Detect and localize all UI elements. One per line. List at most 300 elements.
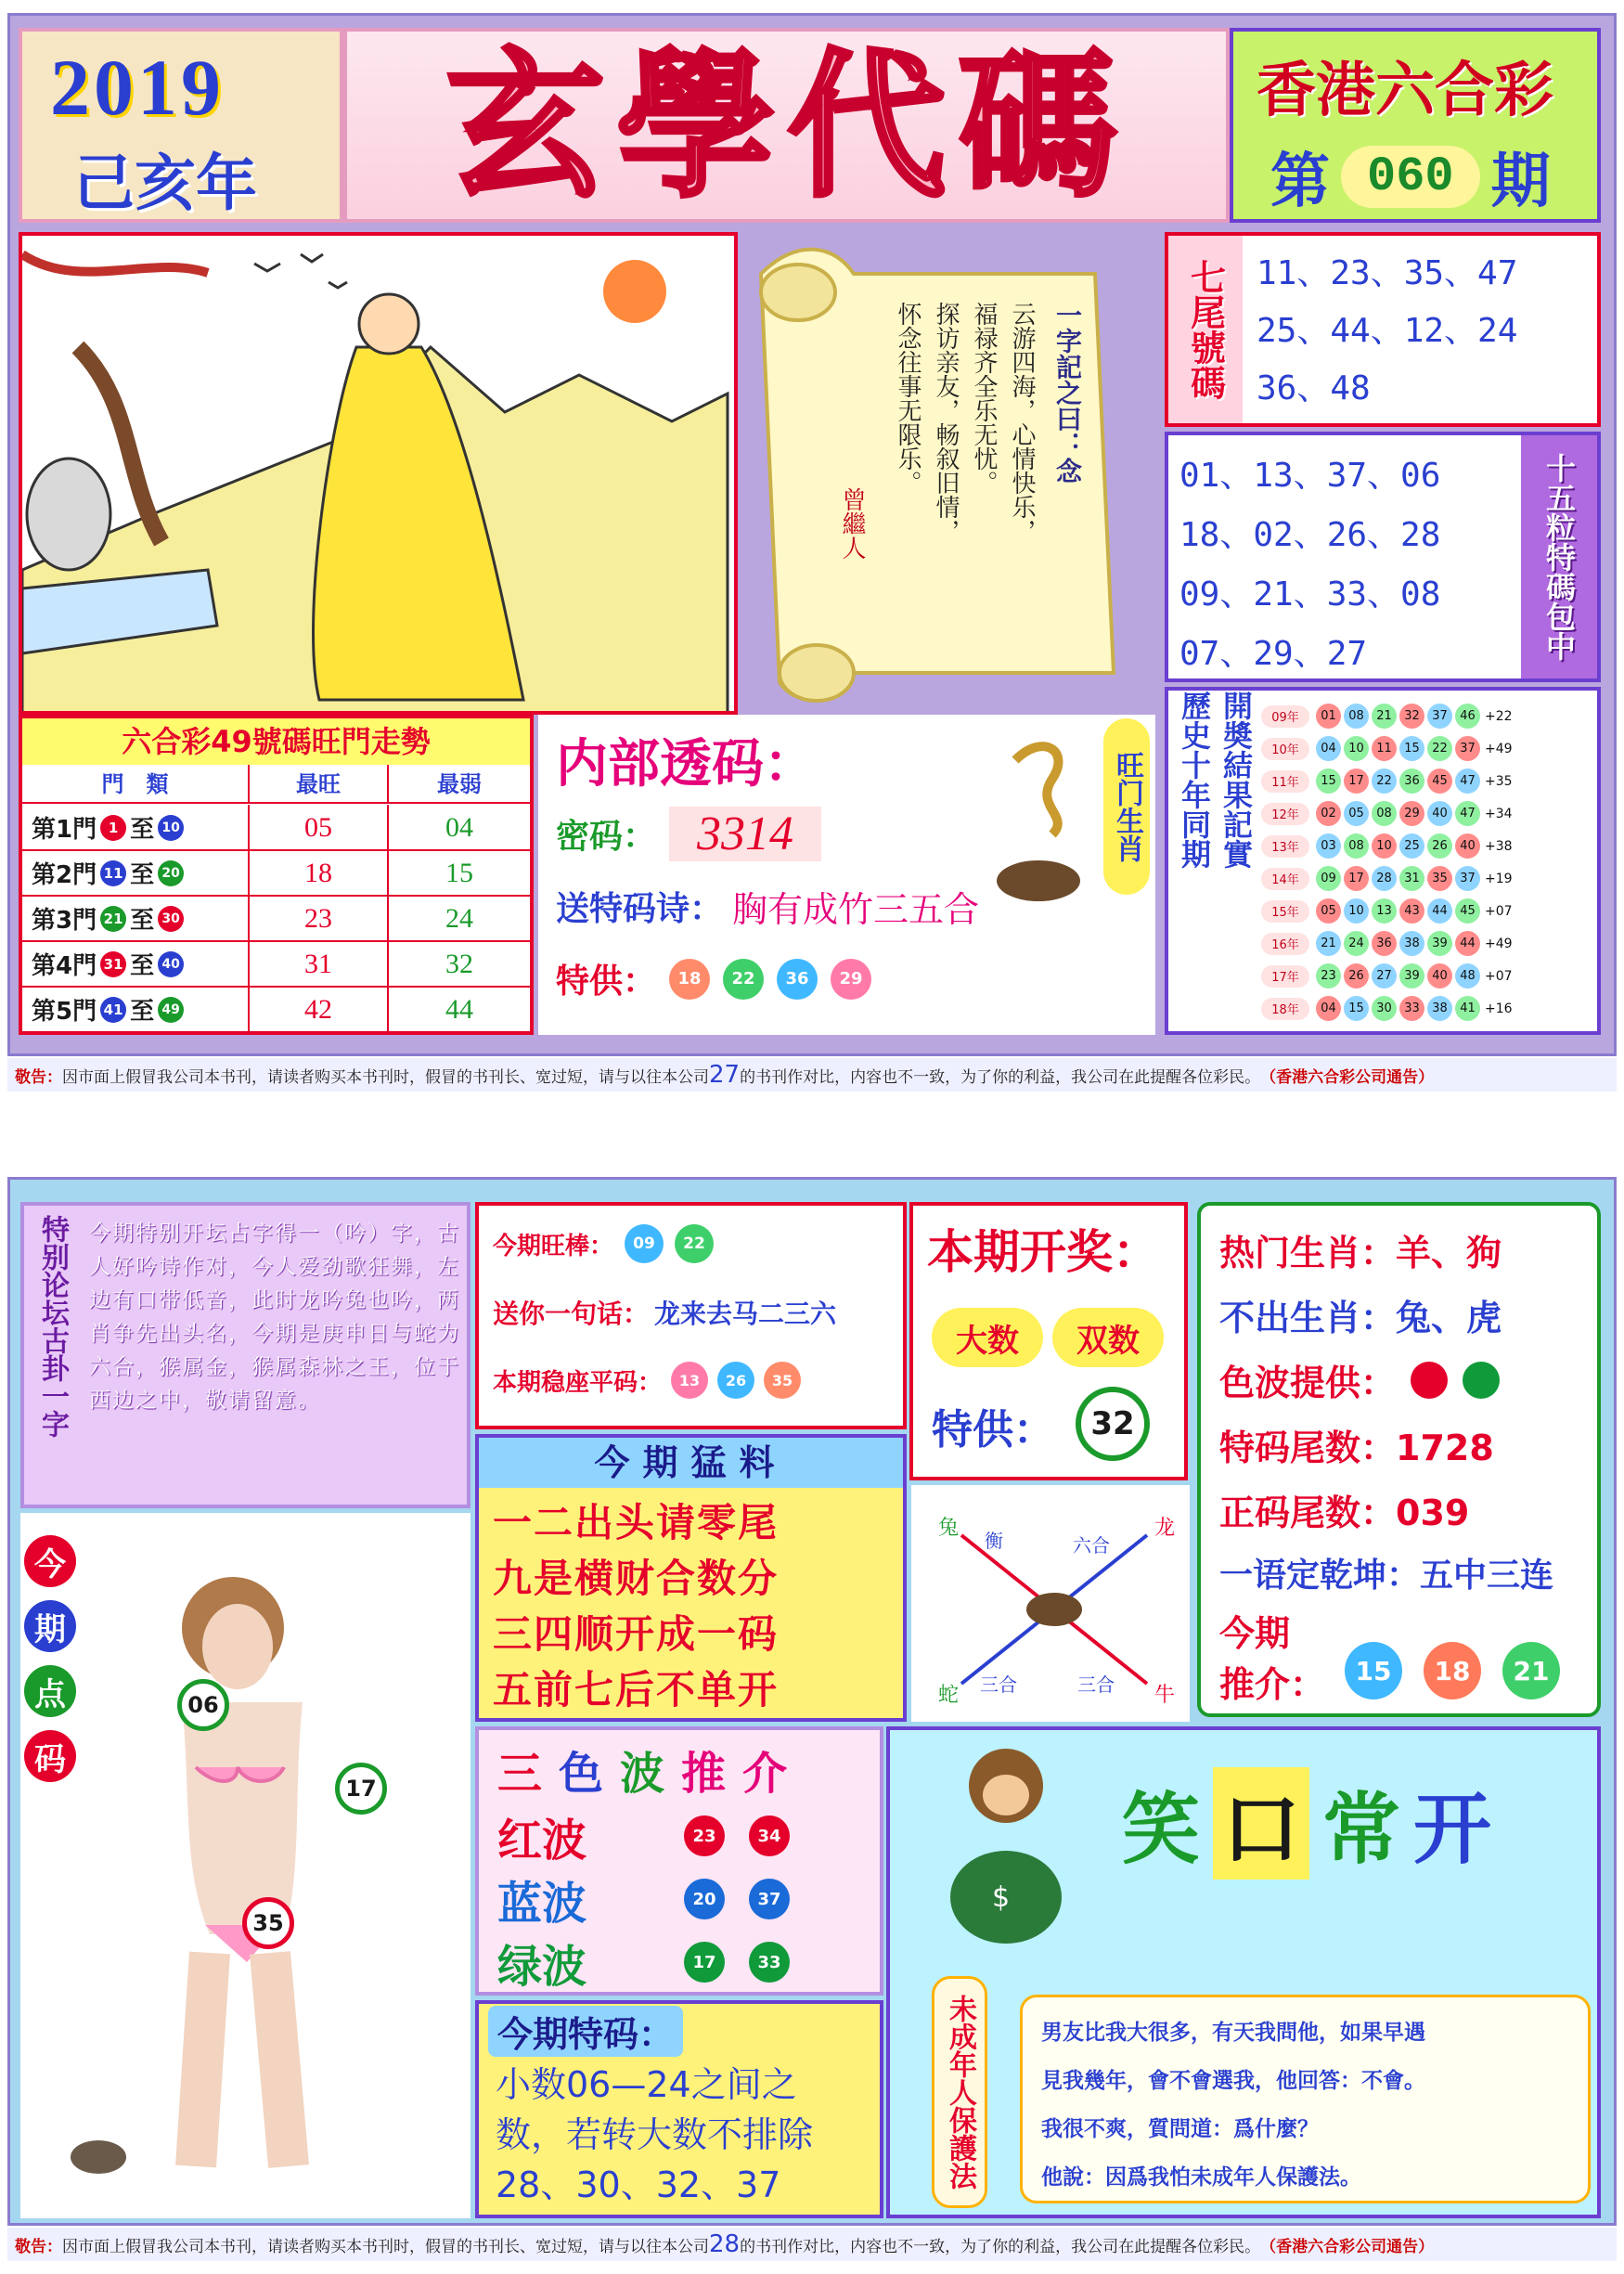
special-label: 特供： <box>556 963 657 1001</box>
trend-from-ball: 21 <box>100 906 126 932</box>
history-special: +34 <box>1485 806 1513 821</box>
notice-bar <box>7 1058 1617 1092</box>
joke-title-char: 常 <box>1322 1784 1401 1875</box>
trend-to-char: 至 <box>130 998 155 1026</box>
history-year: 18年 <box>1261 998 1309 1020</box>
dian-ball: 17 <box>335 1763 387 1815</box>
history-row <box>1261 797 1597 830</box>
rec-ball: 18 <box>1424 1642 1481 1699</box>
sanse-panel <box>475 1726 883 1996</box>
compass-label: 三合 <box>980 1673 1017 1696</box>
scroll-line: 福禄齐全乐无忧。 <box>970 302 998 495</box>
history-ball: 44 <box>1427 898 1452 924</box>
fifteen-line: 09、21、33、08 <box>1179 575 1441 614</box>
trend-title: 六合彩49號碼旺門走勢 <box>22 718 530 765</box>
history-ball: 39 <box>1427 931 1452 956</box>
fifteen-line: 18、02、26、28 <box>1179 516 1441 554</box>
illustration-panel <box>19 232 738 715</box>
history-ball: 45 <box>1455 898 1480 924</box>
notice-text: 因市面上假冒我公司本书刊，请读者购买本书刊时，假冒的书刊长、宽过短，请与以往本公司 <box>62 2237 709 2256</box>
history-year: 11年 <box>1261 770 1309 793</box>
joke-title-char: 开 <box>1413 1784 1492 1875</box>
wangmai-row2 <box>493 1294 836 1331</box>
trend-range <box>22 941 250 987</box>
history-year: 17年 <box>1261 965 1309 988</box>
trend-row-label: 第3門 <box>32 907 97 935</box>
menliao-line: 九是横财合数分 <box>493 1556 780 1601</box>
hot-line <box>1219 1549 1553 1596</box>
sanse-ball: 20 <box>684 1879 725 1919</box>
history-label2: 歷史十年同期 <box>1177 691 1212 869</box>
draw-panel <box>909 1202 1188 1480</box>
sanse-title-char: 色 <box>559 1748 604 1800</box>
trend-header-cell: 門 類 <box>22 765 250 802</box>
history-ball: 08 <box>1344 704 1369 729</box>
history-ball: 15 <box>1316 769 1341 794</box>
special-row <box>556 955 871 1002</box>
poem: 胸有成竹三五合 <box>732 889 980 930</box>
history-special: +49 <box>1485 936 1513 951</box>
history-ball: 28 <box>1372 866 1397 891</box>
tema-panel <box>475 2000 883 2218</box>
hot-line <box>1219 1224 1502 1275</box>
history-ball: 32 <box>1399 704 1424 729</box>
hot-label: 正码尾数： <box>1219 1492 1397 1533</box>
hot-value: 羊、狗 <box>1396 1233 1502 1273</box>
trend-to-ball: 10 <box>158 815 184 841</box>
history-ball: 03 <box>1316 833 1341 859</box>
seven-numbers <box>1257 245 1517 418</box>
sanse-rows <box>497 1804 869 1994</box>
scroll-panel <box>742 237 1165 715</box>
trend-row-label: 第2門 <box>32 861 97 889</box>
sanse-title-char: 介 <box>742 1748 788 1800</box>
hot-label: 不出生肖： <box>1219 1298 1397 1338</box>
draw-title: 本期开奖： <box>927 1225 1159 1279</box>
history-ball: 40 <box>1455 833 1480 859</box>
history-ball: 36 <box>1399 769 1424 794</box>
seven-label: 七尾號碼 <box>1168 236 1243 423</box>
history-ball: 47 <box>1455 801 1480 826</box>
trend-cold: 04 <box>445 811 473 843</box>
history-ball: 37 <box>1455 736 1480 761</box>
poem-row <box>556 881 979 932</box>
trend-range <box>22 987 250 1032</box>
big-badge: 大数 <box>932 1308 1043 1367</box>
trend-rows <box>22 806 530 1033</box>
scroll-line: 云游四海，心情快乐， <box>1008 302 1036 543</box>
compass-label: 兔 <box>938 1517 960 1540</box>
history-ball: 29 <box>1399 801 1424 826</box>
history-row <box>1261 862 1597 895</box>
compass-label: 衡 <box>985 1530 1003 1552</box>
history-special: +38 <box>1485 838 1513 854</box>
inner-title: 内部透码： <box>556 734 816 795</box>
trend-row-label: 第5門 <box>32 998 97 1026</box>
svg-text:$: $ <box>992 1881 1011 1914</box>
trend-row <box>22 988 530 1033</box>
joke-line: 他說：因爲我怕未成年人保護法。 <box>1041 2165 1361 2190</box>
issue-number: 060 <box>1341 146 1480 208</box>
compass-label: 牛 <box>1154 1684 1176 1707</box>
flat-ball: 26 <box>717 1362 754 1399</box>
history-row <box>1261 960 1597 992</box>
poem-label: 送特码诗： <box>556 890 724 928</box>
trend-range <box>22 850 250 896</box>
year-panel <box>19 28 343 223</box>
joke-panel <box>886 1726 1601 2218</box>
history-ball: 45 <box>1427 769 1452 794</box>
history-ball: 23 <box>1316 963 1341 988</box>
joke-line: 男友比我大很多，有天我問他，如果早遇 <box>1041 2021 1425 2045</box>
history-ball: 31 <box>1399 866 1424 891</box>
history-ball: 44 <box>1455 931 1480 956</box>
history-label1: 開奬結果記實 <box>1218 691 1254 869</box>
compass-label: 蛇 <box>938 1684 960 1707</box>
history-ball: 30 <box>1372 996 1397 1021</box>
draw-special-ball: 32 <box>1076 1387 1150 1461</box>
history-ball: 10 <box>1344 736 1369 761</box>
dian-char: 今 <box>24 1535 76 1587</box>
red-wave-dot <box>1411 1362 1448 1399</box>
history-row <box>1261 830 1597 862</box>
history-row <box>1261 765 1597 797</box>
sanse-row <box>497 1867 869 1931</box>
trend-hot: 31 <box>250 941 389 987</box>
history-row <box>1261 992 1597 1025</box>
wangmai-ball: 22 <box>675 1224 714 1263</box>
wangmai-ball: 09 <box>625 1224 664 1263</box>
notice-lead: 敬告： <box>15 1067 62 1087</box>
sanse-ball: 34 <box>749 1815 790 1856</box>
sanse-label: 蓝波 <box>497 1877 587 1930</box>
history-ball: 25 <box>1399 833 1424 859</box>
compass-label: 六合 <box>1073 1534 1110 1557</box>
scroll-seal: 曾繼人 <box>838 487 866 560</box>
tema-title: 今期特码： <box>488 2006 683 2057</box>
trend-from-ball: 11 <box>100 860 126 886</box>
fifteen-line: 07、29、27 <box>1179 635 1368 673</box>
sanse-label: 红波 <box>497 1814 587 1867</box>
compass-panel <box>911 1485 1190 1722</box>
flat-ball: 13 <box>671 1362 708 1399</box>
year: 2019 <box>50 43 225 132</box>
history-special: +07 <box>1485 968 1513 984</box>
scroll-line: 探访亲友，畅叙旧情， <box>932 302 960 543</box>
joke-title-char: 笑 <box>1122 1784 1201 1875</box>
history-year: 13年 <box>1261 835 1309 858</box>
history-row <box>1261 895 1597 927</box>
hot-value: 兔、虎 <box>1396 1298 1502 1338</box>
sanse-row <box>497 1804 869 1867</box>
even-badge: 双数 <box>1052 1308 1164 1367</box>
trend-hot: 42 <box>250 987 389 1032</box>
hot-label: 热门生肖： <box>1219 1233 1397 1273</box>
hot-label: 特码尾数： <box>1219 1428 1397 1468</box>
special-ball: 22 <box>723 959 764 1000</box>
fifteen-numbers <box>1179 446 1440 682</box>
history-special: +19 <box>1485 871 1513 886</box>
history-ball: 08 <box>1372 801 1397 826</box>
history-row <box>1261 700 1597 732</box>
notice-sign: （香港六合彩公司通告） <box>1260 2237 1435 2256</box>
history-ball: 10 <box>1344 898 1369 924</box>
trend-from-ball: 31 <box>100 951 126 977</box>
fifteen-label: 十五粒特碼包中 <box>1521 435 1597 678</box>
history-ball: 22 <box>1372 769 1397 794</box>
wangmai-phrase: 龙来去马二三六 <box>654 1299 837 1329</box>
sanse-title-char: 推 <box>681 1748 727 1800</box>
trend-cold: 44 <box>445 993 473 1025</box>
sanse-ball: 23 <box>684 1815 725 1856</box>
history-ball: 15 <box>1399 736 1424 761</box>
trend-row <box>22 897 530 942</box>
scroll-title: 一字記之曰：念 <box>1052 302 1083 484</box>
forum-side-label: 特别论坛古卦一字 <box>36 1215 69 1438</box>
green-wave-dot <box>1463 1362 1500 1399</box>
seven-line: 25、44、12、24 <box>1257 312 1518 350</box>
menliao-line: 五前七后不单开 <box>493 1667 780 1712</box>
compass-label: 三合 <box>1077 1673 1115 1696</box>
wangmai-row3 <box>493 1362 801 1399</box>
trend-to-ball: 40 <box>158 951 184 977</box>
dian-chars <box>24 1535 80 1782</box>
special-ball: 36 <box>777 959 818 1000</box>
history-ball: 13 <box>1372 898 1397 924</box>
issue-prefix: 第 <box>1270 148 1330 216</box>
history-special: +07 <box>1485 903 1513 919</box>
page-title: 玄學代碼 <box>445 33 1129 219</box>
trend-row <box>22 942 530 988</box>
history-ball: 15 <box>1344 996 1369 1021</box>
joke-side-label: 未成年人保護法 <box>932 1976 987 2208</box>
monkey-money-icon <box>936 1739 1076 1953</box>
history-rows <box>1261 700 1597 1025</box>
wangmai-panel <box>475 1202 907 1429</box>
history-ball: 37 <box>1455 866 1480 891</box>
history-ball: 04 <box>1316 996 1341 1021</box>
wangmai-label: 今期旺棒： <box>493 1232 614 1260</box>
password-label: 密码： <box>556 818 657 856</box>
fifteen-block <box>1165 432 1601 682</box>
trend-table <box>19 715 534 1035</box>
history-year: 16年 <box>1261 933 1309 955</box>
dian-panel <box>20 1513 470 2218</box>
notice-text: 的书刊作对比，内容也不一致，为了你的利益，我公司在此提醒各位彩民。 <box>740 2237 1261 2256</box>
menliao-line: 一二出头请零尾 <box>493 1500 780 1545</box>
inner-panel <box>538 715 1155 1035</box>
issue <box>1270 134 1551 219</box>
trend-hot: 18 <box>250 850 389 896</box>
history-ball: 04 <box>1316 736 1341 761</box>
history-year: 12年 <box>1261 803 1309 825</box>
hot-line <box>1219 1354 1500 1405</box>
history-ball: 01 <box>1316 704 1341 729</box>
model-photo <box>24 1517 470 2218</box>
lottery-name: 香港六合彩 <box>1257 57 1553 125</box>
history-ball: 17 <box>1344 769 1369 794</box>
dragon-pig-icon <box>987 723 1089 909</box>
dian-char: 码 <box>24 1730 76 1782</box>
history-ball: 08 <box>1344 833 1369 859</box>
history-row <box>1261 732 1597 765</box>
rec-ball: 21 <box>1502 1642 1560 1699</box>
sanse-ball: 17 <box>684 1942 725 1983</box>
history-row <box>1261 927 1597 960</box>
trend-cold: 15 <box>445 857 473 888</box>
rec-label: 今期 <box>1219 1613 1291 1654</box>
forum-panel <box>20 1202 470 1508</box>
hot-value: 五中三连 <box>1420 1557 1554 1595</box>
joke-title-char: 口 <box>1213 1767 1309 1880</box>
joke-line: 我很不爽，質問道：爲什麼？ <box>1041 2117 1319 2141</box>
trend-range <box>22 896 250 941</box>
sanse-title-char: 三 <box>497 1748 543 1800</box>
notice-lead: 敬告： <box>15 2237 62 2256</box>
history-ball: 05 <box>1344 801 1369 826</box>
trend-hot: 05 <box>250 805 389 850</box>
history-ball: 24 <box>1344 931 1369 956</box>
history-year: 14年 <box>1261 868 1309 890</box>
history-ball: 21 <box>1372 704 1397 729</box>
history-ball: 41 <box>1455 996 1480 1021</box>
trend-header-cell: 最旺 <box>250 765 389 802</box>
trend-to-ball: 30 <box>158 906 184 932</box>
trend-to-char: 至 <box>130 861 155 889</box>
sanse-ball: 37 <box>749 1879 790 1919</box>
trend-to-ball: 49 <box>158 997 184 1023</box>
joke-text <box>1020 1995 1591 2203</box>
trend-row-label: 第4門 <box>32 952 97 980</box>
scholar-illustration <box>22 236 738 715</box>
trend-to-char: 至 <box>130 952 155 980</box>
password: 3314 <box>669 807 821 861</box>
notice-bar <box>7 2228 1617 2261</box>
flat-ball: 35 <box>764 1362 801 1399</box>
hot-label: 色波提供： <box>1219 1363 1397 1403</box>
tema-text: 小数06—24之间之数，若转大数不排除28、30、32、37 <box>496 2064 814 2205</box>
history-ball: 36 <box>1372 931 1397 956</box>
scroll-line: 怀念往事无限乐。 <box>894 302 922 495</box>
menliao-panel <box>475 1434 907 1722</box>
history-special: +16 <box>1485 1001 1513 1016</box>
sanse-title <box>497 1738 787 1802</box>
hot-value: 039 <box>1396 1492 1470 1533</box>
hot-label: 一语定乾坤： <box>1219 1557 1421 1595</box>
seven-block <box>1165 232 1601 427</box>
hot-panel <box>1197 1202 1601 1717</box>
history-ball: 38 <box>1427 996 1452 1021</box>
trend-header <box>22 765 530 804</box>
dian-ball: 06 <box>177 1679 229 1731</box>
draw-special-label: 特供： <box>932 1406 1054 1454</box>
special-ball: 29 <box>831 959 871 1000</box>
notice-sign: （香港六合彩公司通告） <box>1260 1067 1435 1087</box>
history-ball: 05 <box>1316 898 1341 924</box>
seven-line: 36、48 <box>1257 369 1371 407</box>
trend-cold: 32 <box>445 948 473 979</box>
trend-range <box>22 805 250 850</box>
trend-cold: 24 <box>445 902 473 934</box>
history-ball: 48 <box>1455 963 1480 988</box>
dian-char: 点 <box>24 1665 76 1717</box>
history-ball: 09 <box>1316 866 1341 891</box>
title-panel <box>343 28 1230 223</box>
hot-line <box>1219 1484 1469 1535</box>
trend-from-ball: 41 <box>100 997 126 1023</box>
wangmai-label: 本期稳座平码： <box>493 1368 663 1397</box>
sanse-ball: 33 <box>749 1942 790 1983</box>
history-special: +49 <box>1485 741 1513 756</box>
sanse-title-char: 波 <box>620 1748 665 1800</box>
history-ball: 35 <box>1427 866 1452 891</box>
notice-text: 因市面上假冒我公司本书刊，请读者购买本书刊时，假冒的书刊长、宽过短，请与以往本公司 <box>62 1067 709 1087</box>
notice-number: 27 <box>709 1061 741 1089</box>
dian-ball: 35 <box>242 1897 294 1949</box>
trend-to-char: 至 <box>130 907 155 935</box>
sanse-row <box>497 1931 869 1994</box>
menliao-lines <box>493 1495 779 1718</box>
history-special: +22 <box>1485 708 1513 724</box>
fifteen-line: 01、13、37、06 <box>1179 457 1441 495</box>
history-block <box>1165 687 1601 1035</box>
trend-to-ball: 20 <box>158 860 184 886</box>
rec-label: 推介： <box>1219 1664 1326 1705</box>
wangmen-label: 旺门生肖 <box>1103 718 1150 895</box>
special-ball: 18 <box>669 959 710 1000</box>
trend-from-ball: 1 <box>100 815 126 841</box>
forum-text: 今期特别开坛占字得一（吟）字，古人好吟诗作对，今人爱劲歌狂舞，左边有口带低音，此时龙吟兔也吟，两肖争先出头名，今期是庚申日与蛇为六合，猴属金，猴属森林之王，位于西边之中，敬请留意。 <box>89 1221 460 1413</box>
menliao-title: 今期猛料 <box>479 1438 903 1488</box>
trend-header-cell: 最弱 <box>437 771 482 797</box>
history-year: 10年 <box>1261 738 1309 760</box>
trend-row <box>22 806 530 851</box>
history-ball: 39 <box>1399 963 1424 988</box>
seven-line: 11、23、35、47 <box>1257 254 1518 292</box>
history-ball: 11 <box>1372 736 1397 761</box>
trend-hot: 23 <box>250 896 389 941</box>
history-year: 15年 <box>1261 900 1309 923</box>
dian-char: 期 <box>24 1600 76 1652</box>
menliao-line: 三四顺开成一码 <box>493 1611 780 1657</box>
history-year: 09年 <box>1261 705 1309 728</box>
wangmai-label: 送你一句话： <box>493 1299 650 1329</box>
trend-row-label: 第1門 <box>32 816 97 844</box>
history-ball: 40 <box>1427 801 1452 826</box>
history-ball: 40 <box>1427 963 1452 988</box>
history-ball: 26 <box>1344 963 1369 988</box>
history-ball: 33 <box>1399 996 1424 1021</box>
wangmai-row1 <box>493 1224 714 1263</box>
joke-line: 見我幾年，會不會選我，他回答：不會。 <box>1041 2069 1425 2093</box>
trend-to-char: 至 <box>130 816 155 844</box>
history-ball: 47 <box>1455 769 1480 794</box>
compass-label: 龙 <box>1154 1517 1176 1540</box>
joke-title <box>1122 1767 1491 1880</box>
hot-value: 1728 <box>1396 1428 1494 1468</box>
history-ball: 46 <box>1455 704 1480 729</box>
history-ball: 10 <box>1372 833 1397 859</box>
history-ball: 02 <box>1316 801 1341 826</box>
hot-line <box>1219 1289 1502 1340</box>
history-ball: 21 <box>1316 931 1341 956</box>
sanse-label: 绿波 <box>497 1940 587 1993</box>
scroll-lines <box>872 302 1039 599</box>
history-ball: 27 <box>1372 963 1397 988</box>
trend-row <box>22 851 530 897</box>
issue-suffix: 期 <box>1490 148 1551 216</box>
year-name: 己亥年 <box>73 148 257 219</box>
